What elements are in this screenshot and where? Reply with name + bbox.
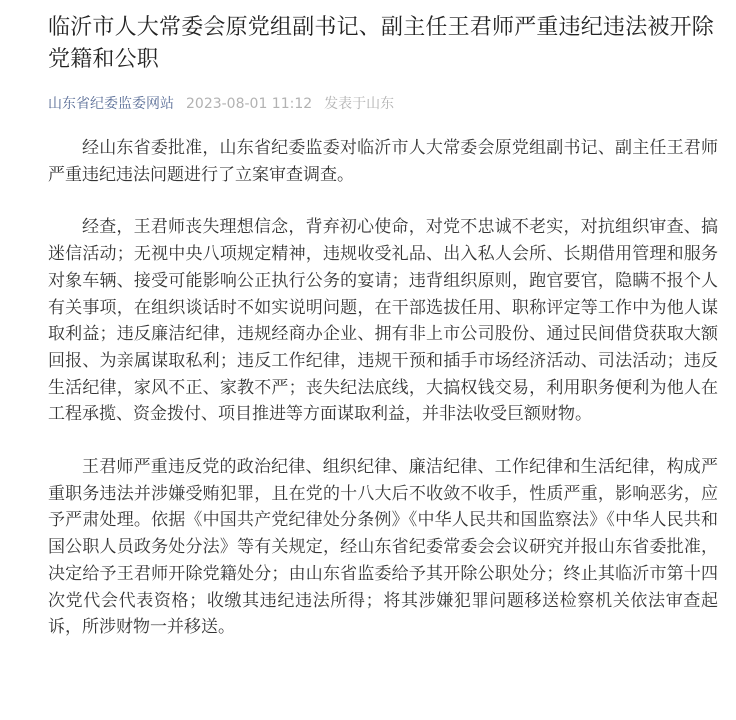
article-meta bbox=[48, 94, 718, 114]
publish-datetime: 2023-08-01 11:12 bbox=[186, 96, 313, 112]
publish-location: 发表于山东 bbox=[324, 96, 395, 112]
article-title: 临沂市人大常委会原党组副书记、副主任王君师严重违纪违法被开除党籍和公职 bbox=[48, 15, 715, 72]
article-paragraph-3: 王君师严重违反党的政治纪律、组织纪律、廉洁纪律、工作纪律和生活纪律，构成严重职务违法并涉嫌受贿犯罪，且在党的十八大后不收敛不收手，性质严重，影响恶劣，应予严肃处理。依据《中国共产党纪律处分条例》《中华人民共和国监察法》《中华人民共和国公职人员政务处分法》等有关规定，经山东省纪委常委会会议研究并报山东省委批准，决定给予王君师开除党籍处分；由山东省监委给予其开除公职处分；终止其临沂市第十四次党代会代表资格；收缴其违纪违法所得；将其涉嫌犯罪问题移送检察机关依法审查起诉，所涉财物一并移送。 bbox=[48, 457, 718, 638]
article-paragraph-1: 经山东省委批准，山东省纪委监委对临沂市人大常委会原党组副书记、副主任王君师严重违纪违法问题进行了立案审查调查。 bbox=[48, 138, 718, 185]
article-body bbox=[48, 135, 718, 641]
source-link[interactable]: 山东省纪委监委网站 bbox=[48, 96, 174, 112]
article-paragraph-2: 经查，王君师丧失理想信念，背弃初心使命，对党不忠诚不老实，对抗组织审查、搞迷信活动；无视中央八项规定精神，违规收受礼品、出入私人会所、长期借用管理和服务对象车辆、接受可能影响公正执行公务的宴请；违背组织原则，跑官要官，隐瞒不报个人有关事项，在组织谈话时不如实说明问题，在干部选拔任用、职称评定等工作中为他人谋取利益；违反廉洁纪律，违规经商办企业、拥有非上市公司股份、通过民间借贷获取大额回报、为亲属谋取私利；违反工作纪律，违规干预和插手市场经济活动、司法活动；违反生活纪律，家风不正、家教不严；丧失纪法底线，大搞权钱交易，利用职务便利为他人在工程承揽、资金拨付、项目推进等方面谋取利益，并非法收受巨额财物。 bbox=[48, 217, 718, 425]
